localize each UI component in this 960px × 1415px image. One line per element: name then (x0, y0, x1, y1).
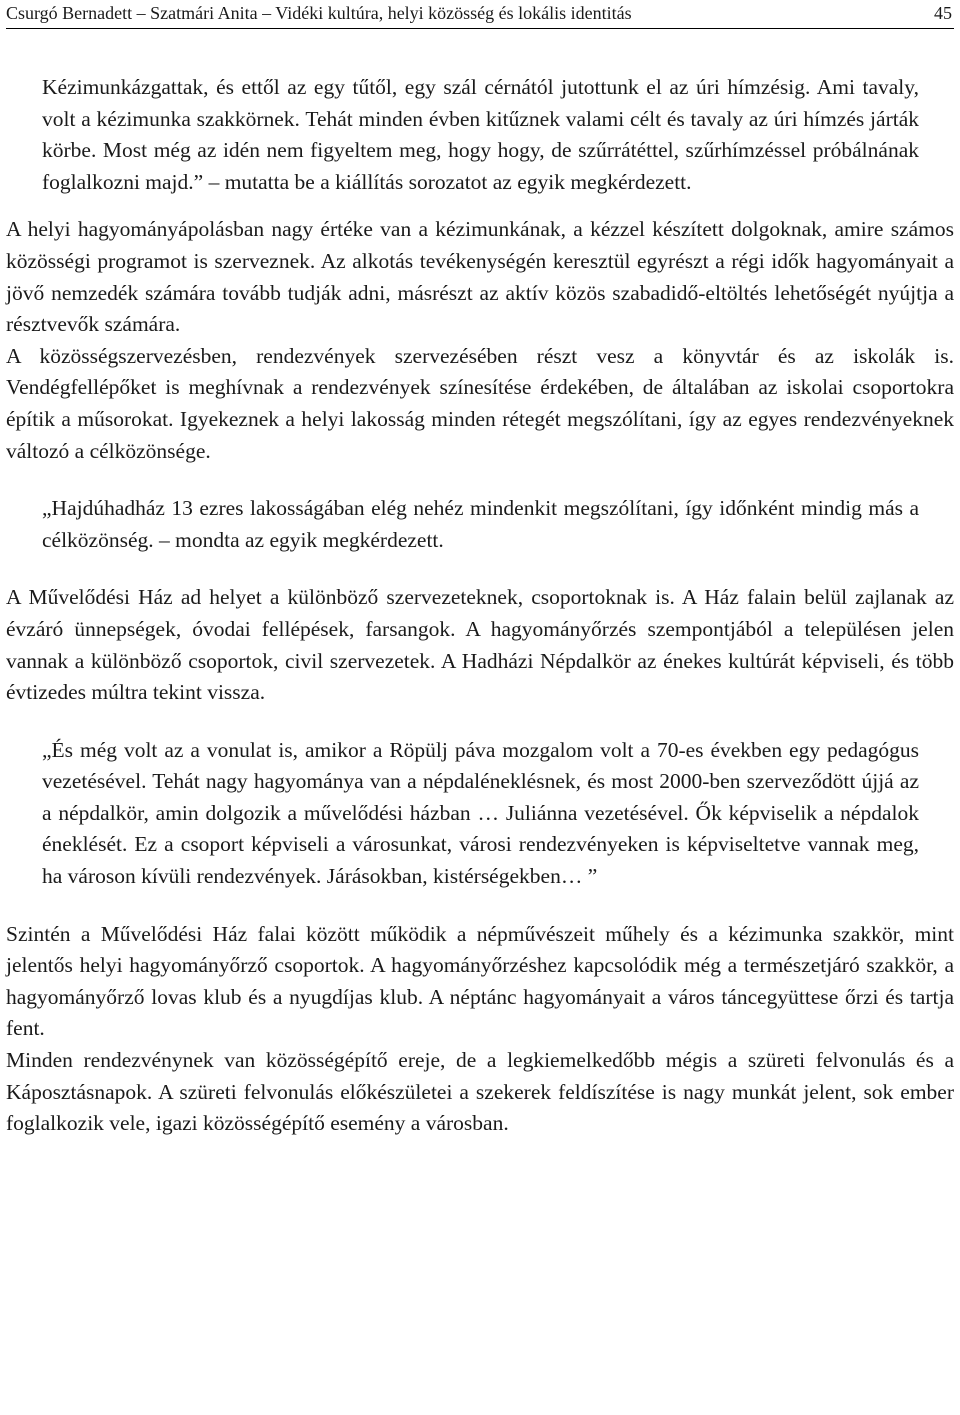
body-text (6, 72, 954, 1140)
paragraph: A közösségszervezésben, rendezvények szervezésében részt vesz a könyvtár és az iskolák is. Vendégfellépőket is meghívnak a rendezvények színesítése érdekében, de általában az iskolai csoportokra építik a műsorokat. Igyekeznek a helyi lakosság minden rétegét megszólítani, így az egyes rendezvényeknek változó a célközönsége. (6, 343, 954, 463)
page-number: 45 (934, 3, 952, 23)
paragraph: A helyi hagyományápolásban nagy értéke van a kézimunkának, a kézzel készített dolgoknak, amire számos közösségi programot is szerveznek. Az alkotás tevékenységén keresztül egyrészt a régi idők hagyományait a jövő nemzedék számára tovább tudják adni, másrészt az aktív közös szabadidő-eltöltés lehetőségét nyújtja a résztvevők számára. (6, 217, 954, 337)
header-title: Csurgó Bernadett – Szatmári Anita – Vidéki kultúra, helyi közösség és lokális identitás (6, 3, 632, 23)
quote-paragraph: „És még volt az a vonulat is, amikor a Röpülj páva mozgalom volt a 70-es években egy pedagógus vezetésével. Tehát nagy hagyománya van a népdaléneklésnek, és most 2000-ben szerveződött újjá az a népdalkör, amin dolgozik a művelődési házban … Juliánna vezetésével. Ők képviselik a népdalok éneklését. Ez a csoport képviseli a városunkat, városi rendezvényeken is képviseltetve vannak meg, ha városon kívüli rendezvények. Járásokban, kistérségekben… ” (42, 737, 919, 889)
quote-paragraph: „Hajdúhadház 13 ezres lakosságában elég nehéz mindenkit megszólítani, így időnként mindig más a célközönség. – mondta az egyik megkérdezett. (42, 496, 919, 552)
paragraph: Szintén a Művelődési Ház falai között működik a népművészeit műhely és a kézimunka szakkör, mint jelentős helyi hagyományőrző csoportok. A hagyományőrzéshez kapcsolódik még a természetjáró szakkör, a hagyományőrző lovas klub és a nyugdíjas klub. A néptánc hagyományait a város táncegyüttese őrzi és tartja fent. (6, 921, 954, 1041)
quote-paragraph: Kézimunkázgattak, és ettől az egy tűtől, egy szál cérnától jutottunk el az úri hímzésig. Ami tavaly, volt a kézimunka szakkörnek. Tehát minden évben kitűznek valami célt és tavaly az úri hímzés járták körbe. Most még az idén nem figyeltem meg, hogy hogy, de szűrrátéttel, szűrhímzéssel próbálnának foglalkozni majd.” – mutatta be a kiállítás sorozatot az egyik megkérdezett. (42, 75, 919, 194)
running-header (6, 0, 954, 29)
paragraph: A Művelődési Ház ad helyet a különböző szervezeteknek, csoportoknak is. A Ház falain belül zajlanak az évzáró ünnepségek, óvodai fellépések, farsangok. A hagyományőrzés szempontjából a településen jelen vannak a különböző csoportok, civil szervezetek. A Hadházi Népdalkör az énekes kultúrát képviseli, és több évtizedes múltra tekint vissza. (6, 585, 954, 705)
paragraph: Minden rendezvénynek van közösségépítő ereje, de a legkiemelkedőbb mégis a szüreti felvonulás és a Káposztásnapok. A szüreti felvonulás előkészületei a szekerek feldíszítése is nagy munkát jelent, sok ember foglalkozik vele, igazi közösségépítő esemény a városban. (6, 1048, 954, 1136)
